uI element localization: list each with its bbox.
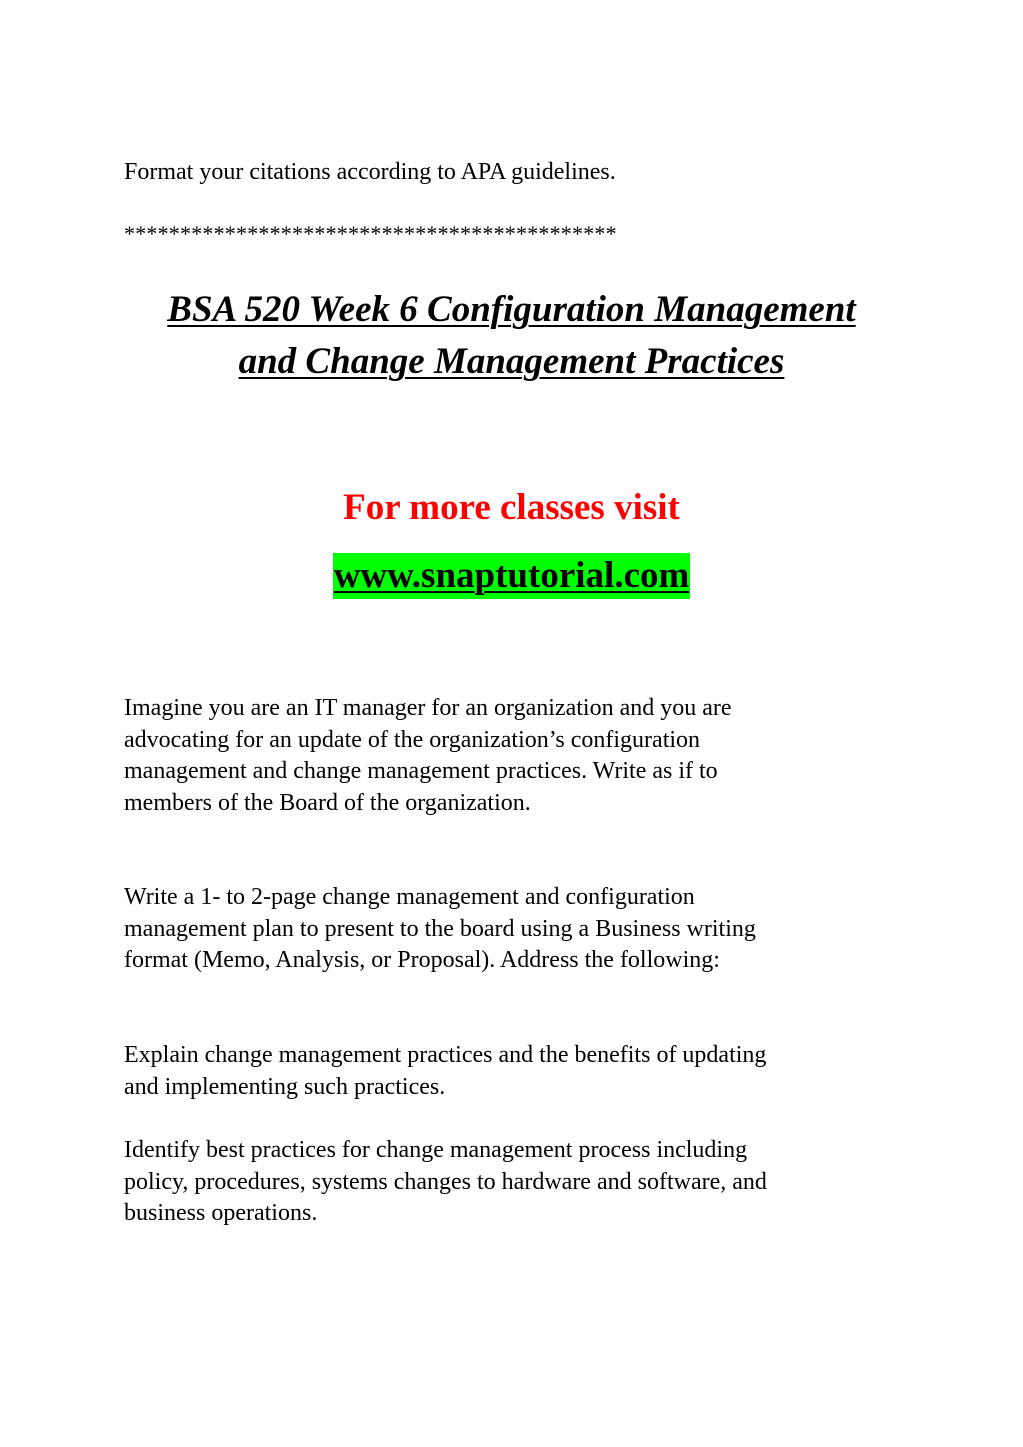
paragraph-line: members of the Board of the organization. [124,789,531,816]
document-title-line-2: and Change Management Practices [238,341,785,382]
paragraph-line: management plan to present to the board using a Business writing [124,915,756,942]
paragraph-line: Imagine you are an IT manager for an organization and you are [124,695,732,721]
citation-note: Format your citations according to APA guidelines. [124,159,616,185]
paragraph-line: management and change management practices. Write as if to [124,758,718,784]
paragraph-line: Identify best practices for change management process including [124,1137,748,1163]
paragraph-line: Explain change management practices and the benefits of updating [124,1042,767,1068]
url-container [0,553,1023,599]
paragraph-write [124,882,884,977]
separator-line: ******************************************** [124,221,617,246]
promo-text: For more classes visit [343,487,680,528]
website-link[interactable]: www.snaptutorial.com [333,553,691,599]
document-title-line-1: BSA 520 Week 6 Configuration Management [167,289,856,330]
paragraph-imagine [124,693,884,819]
paragraph-line: policy, procedures, systems changes to hardware and software, and [124,1168,767,1195]
paragraph-line: and implementing such practices. [124,1073,446,1100]
paragraph-line: advocating for an update of the organization’s configuration [124,726,701,753]
paragraph-line: format (Memo, Analysis, or Proposal). Address the following: [124,947,720,973]
paragraph-line: business operations. [124,1200,318,1226]
paragraph-explain [124,1040,884,1103]
paragraph-identify [124,1135,884,1230]
paragraph-line: Write a 1- to 2-page change management and configuration [124,884,695,910]
